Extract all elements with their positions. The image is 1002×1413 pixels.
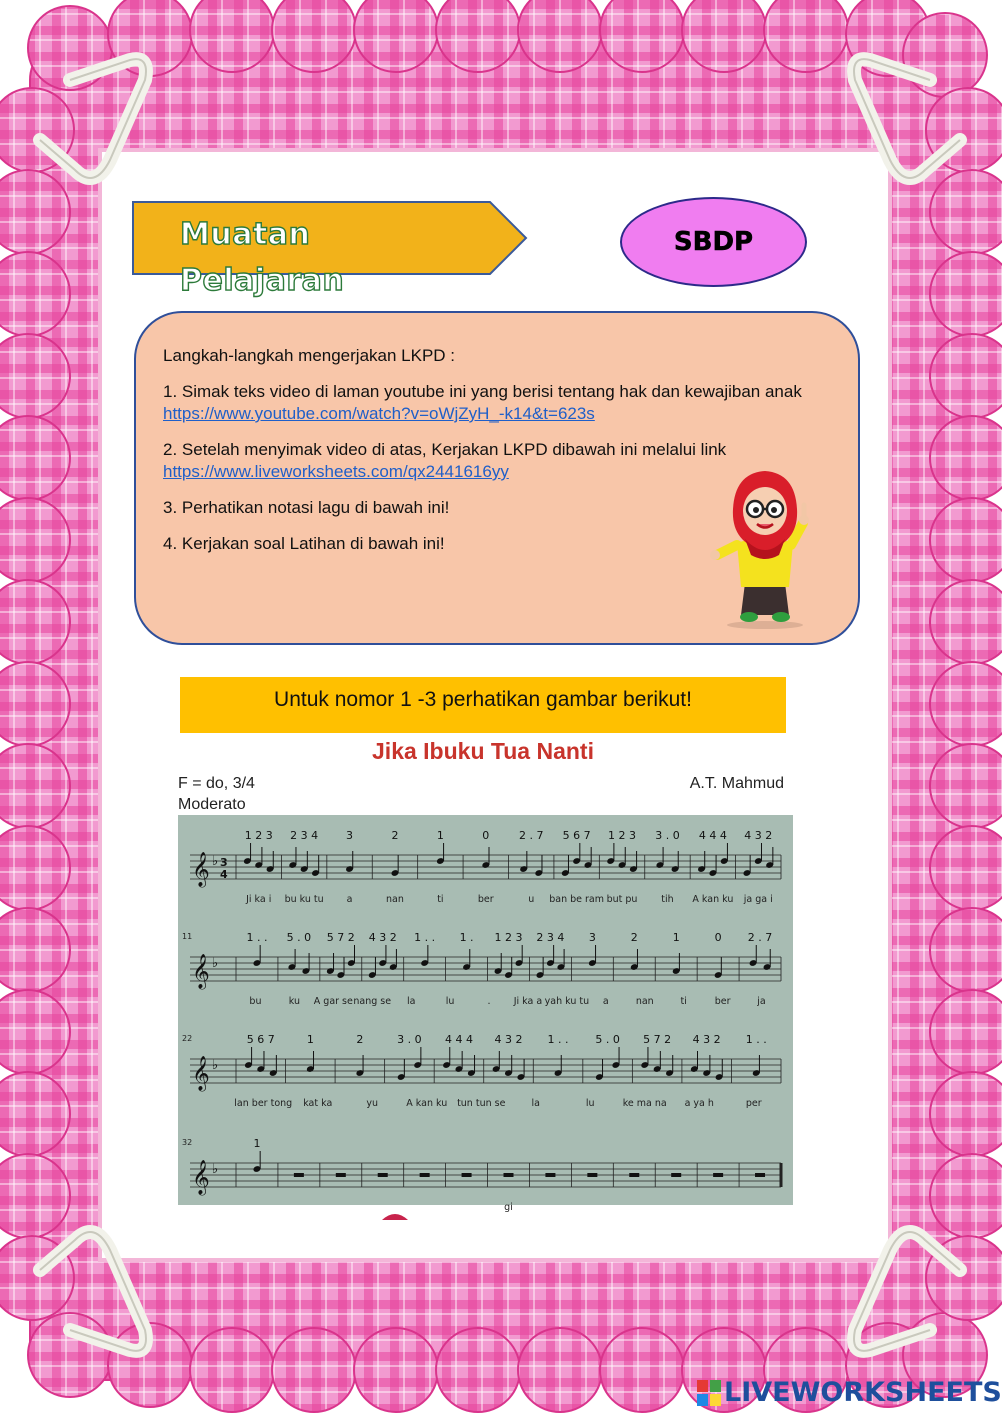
whole-rest: [713, 1173, 723, 1177]
lyric-text: ti: [437, 894, 444, 905]
whole-rest: [545, 1173, 555, 1177]
whole-rest: [420, 1173, 430, 1177]
lyric-text: u: [528, 894, 535, 905]
time-signature-top: 3: [220, 856, 228, 869]
lyric-text: lan ber tong: [234, 1098, 293, 1109]
song-composer: A.T. Mahmud: [689, 775, 784, 792]
number-notation: 2: [391, 829, 399, 842]
number-notation: 5 6 7: [562, 829, 591, 842]
whole-rest: [336, 1173, 346, 1177]
number-notation: 2 . 7: [518, 829, 544, 842]
number-notation: 1 .: [459, 931, 474, 944]
lyric-text: nan: [635, 996, 654, 1007]
lyric-text: Ji ka i: [246, 894, 272, 905]
number-notation: 4 3 2: [692, 1033, 721, 1046]
step-4: 4. Kerjakan soal Latihan di bawah ini!: [163, 534, 445, 553]
lyric-text: A gar se: [313, 996, 353, 1007]
lyric-text: Ji ka a: [513, 996, 543, 1007]
whole-rest: [629, 1173, 639, 1177]
number-notation: 3: [588, 931, 596, 944]
step-2-text: 2. Setelah menyimak video di atas, Kerjakan LKPD dibawah ini melalui link: [163, 440, 727, 459]
measure-number: 11: [182, 932, 193, 941]
number-notation: 2: [356, 1033, 364, 1046]
lyric-text: nang se: [353, 996, 392, 1007]
lyric-text: a ya h: [684, 1098, 714, 1109]
lyric-text: ke ma na: [622, 1098, 667, 1109]
number-notation: 1: [436, 829, 444, 842]
whole-rest: [462, 1173, 472, 1177]
number-notation: 5 7 2: [326, 931, 355, 944]
number-notation: 5 6 7: [246, 1033, 275, 1046]
number-notation: 1 . .: [246, 931, 268, 944]
liveworksheets-link[interactable]: https://www.liveworksheets.com/qx2441616yy: [163, 462, 509, 481]
whole-rest: [378, 1173, 388, 1177]
number-notation: 2: [630, 931, 638, 944]
number-notation: 1 . .: [547, 1033, 569, 1046]
step-3: 3. Perhatikan notasi lagu di bawah ini!: [163, 498, 450, 517]
song-title: Jika Ibuku Tua Nanti: [372, 738, 594, 764]
measure-number: 22: [182, 1034, 193, 1043]
liveworksheets-brand: LIVEWORKSHEETS: [724, 1377, 1002, 1408]
number-notation: 4 3 2: [368, 931, 397, 944]
whole-rest: [294, 1173, 304, 1177]
lyric-text: ber: [477, 894, 494, 905]
lyric-text: yu: [366, 1098, 379, 1109]
lyric-text: but pu: [606, 894, 638, 905]
sheet-music: [178, 815, 793, 1213]
number-notation: 2 3 4: [536, 931, 565, 944]
lyric-text: ku: [288, 996, 301, 1007]
song-key: F = do, 3/4: [178, 775, 255, 792]
number-notation: 1 2 3: [244, 829, 273, 842]
treble-clef: 𝄞: [192, 1160, 210, 1195]
youtube-link[interactable]: https://www.youtube.com/watch?v=oWjZyH_-k14&t=623s: [163, 404, 595, 423]
subject-code-label: SBDP: [673, 227, 754, 257]
song-tempo: Moderato: [178, 796, 246, 813]
key-flat: ♭: [212, 854, 219, 869]
number-notation: 1 . .: [414, 931, 436, 944]
number-notation: 4 4 4: [444, 1033, 473, 1046]
number-notation: 3: [346, 829, 354, 842]
lyric-text: la: [531, 1098, 540, 1109]
time-signature-bottom: 4: [220, 868, 228, 881]
number-notation: 0: [482, 829, 490, 842]
whole-rest: [671, 1173, 681, 1177]
whole-rest: [587, 1173, 597, 1177]
number-notation: 4 3 2: [744, 829, 773, 842]
sheet-music-staves: [178, 815, 793, 1213]
number-notation: 1: [253, 1137, 261, 1150]
number-notation: 1 . .: [745, 1033, 767, 1046]
page-fragment-mark: [380, 1212, 410, 1220]
number-notation: 0: [714, 931, 722, 944]
subject-title: Muatan Pelajaran: [180, 217, 345, 298]
whole-rest: [504, 1173, 514, 1177]
lyric-text: lu: [585, 1098, 595, 1109]
lyric-text: A kan ku: [692, 894, 734, 905]
key-flat: ♭: [212, 1058, 219, 1073]
lyric-text: lu: [445, 996, 455, 1007]
lyric-text: a: [602, 996, 609, 1007]
lyric-text: bu: [249, 996, 262, 1007]
measure-number: 32: [182, 1138, 193, 1147]
lyric-text: ber: [714, 996, 731, 1007]
lyric-text: A kan ku: [406, 1098, 448, 1109]
treble-clef: 𝄞: [192, 954, 210, 989]
number-notation: 1 2 3: [608, 829, 637, 842]
number-notation: 3 . 0: [655, 829, 680, 842]
step-1-text: 1. Simak teks video di laman youtube ini yang berisi tentang hak dan kewajiban anak: [163, 382, 802, 401]
lyric-text: tih: [661, 894, 674, 905]
whole-rest: [755, 1173, 765, 1177]
number-notation: 2 . 7: [747, 931, 773, 944]
lyric-text: ban be ram: [549, 894, 605, 905]
lyric-text: yah ku tu: [544, 996, 590, 1007]
hijab-girl-illustration: [705, 465, 825, 630]
instruction-text: Untuk nomor 1 -3 perhatikan gambar berikut!: [274, 688, 692, 711]
lyric-text: per: [745, 1098, 762, 1109]
number-notation: 1 2 3: [494, 931, 523, 944]
number-notation: 1: [306, 1033, 314, 1046]
lyric-text: ti: [680, 996, 687, 1007]
number-notation: 4 4 4: [698, 829, 727, 842]
key-flat: ♭: [212, 956, 219, 971]
lyric-text: la: [406, 996, 416, 1007]
lyric-text: ja ga i: [743, 894, 773, 905]
number-notation: 2 3 4: [290, 829, 319, 842]
lyric-text: kat ka: [303, 1098, 333, 1109]
treble-clef: 𝄞: [192, 852, 210, 887]
number-notation: 4 3 2: [494, 1033, 523, 1046]
number-notation: 5 7 2: [643, 1033, 672, 1046]
lyric-text: a: [346, 894, 353, 905]
lyric-text: gi: [504, 1202, 513, 1213]
lyric-text: ja: [757, 996, 766, 1007]
key-flat: ♭: [212, 1162, 219, 1177]
number-notation: 3 . 0: [397, 1033, 422, 1046]
number-notation: 5 . 0: [595, 1033, 620, 1046]
lyric-text: nan: [386, 894, 404, 905]
lyric-text: bu ku tu: [284, 894, 324, 905]
number-notation: 5 . 0: [286, 931, 312, 944]
steps-heading: Langkah-langkah mengerjakan LKPD :: [163, 346, 456, 365]
number-notation: 1: [672, 931, 680, 944]
lyric-text: .: [487, 996, 491, 1007]
liveworksheets-logo-icon: [697, 1380, 721, 1406]
lyric-text: tun tun se: [457, 1098, 506, 1109]
treble-clef: 𝄞: [192, 1056, 210, 1091]
step-1: [163, 381, 843, 425]
